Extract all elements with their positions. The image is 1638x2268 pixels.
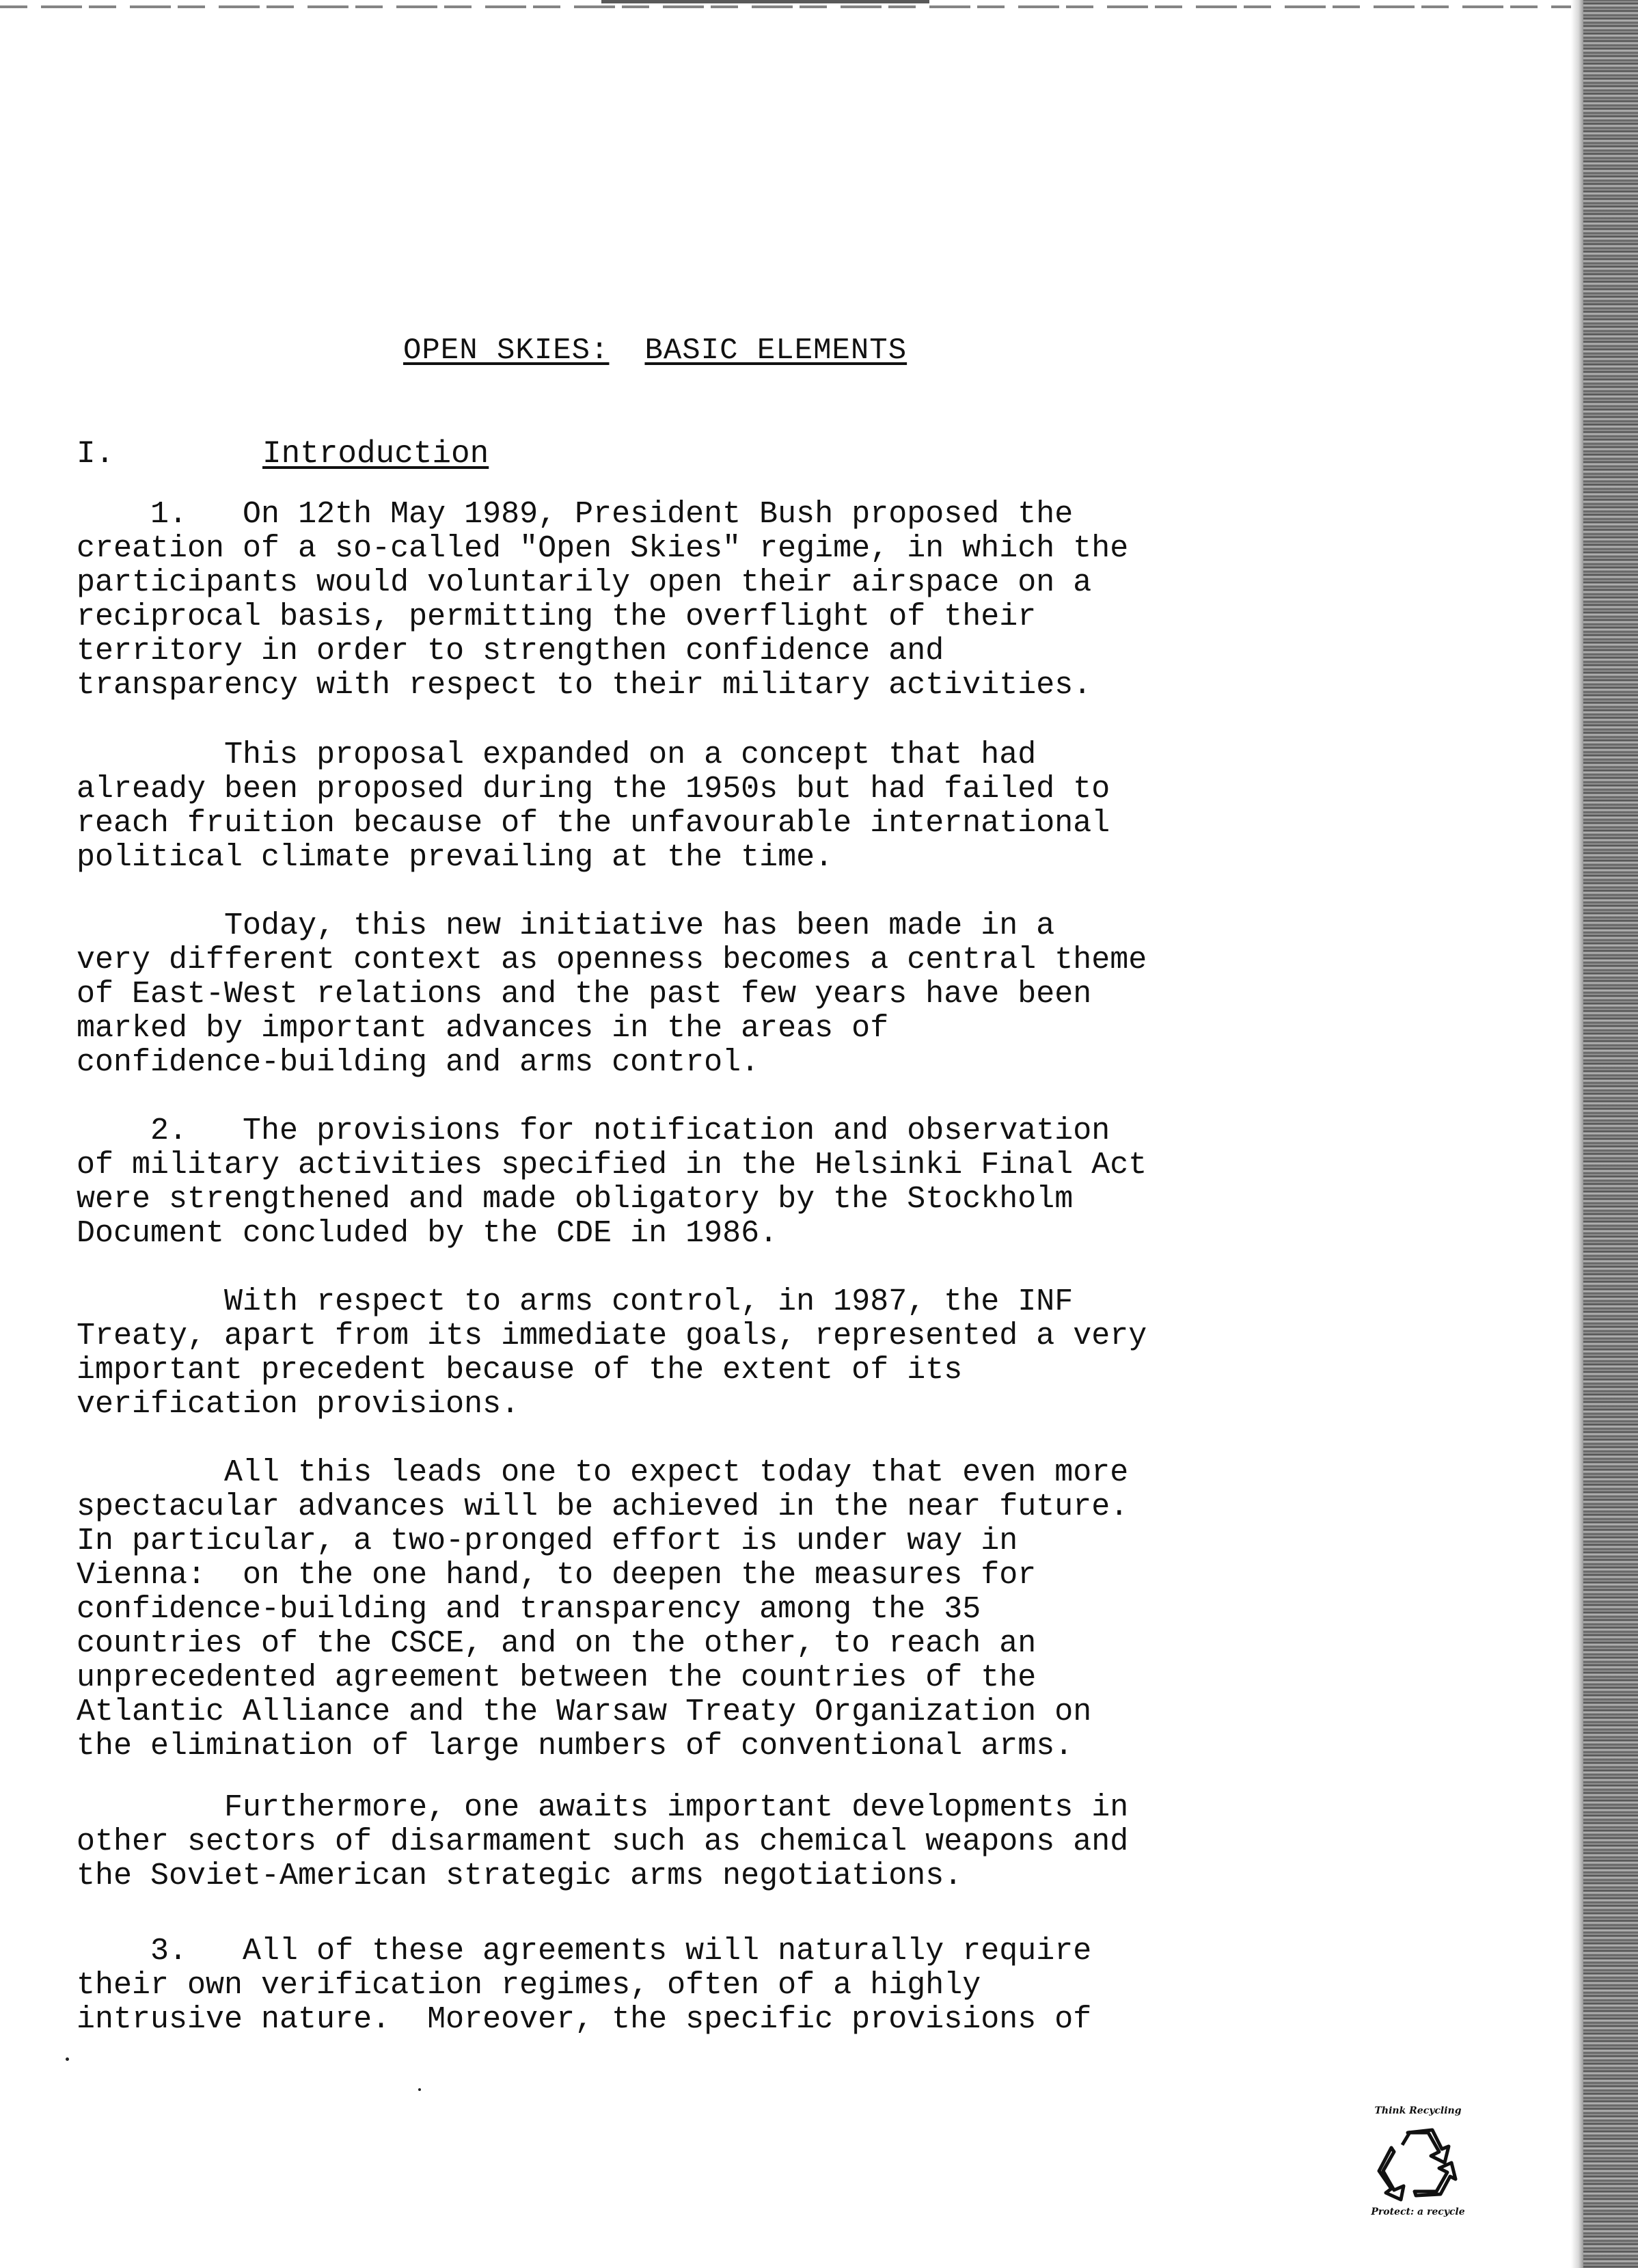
title-part-2: BASIC ELEMENTS — [644, 334, 907, 368]
recycle-top-text: Think Recycling — [1374, 2105, 1462, 2116]
title-part-1: OPEN SKIES: — [403, 334, 610, 368]
paragraph-2: This proposal expanded on a concept that had already been proposed during the 1950s but had failed to reach fruition because of the unfavourable international political climate prevailing at the time. — [77, 738, 1110, 875]
section-number: I. — [77, 436, 115, 472]
section-label: Introduction — [262, 436, 489, 472]
scan-top-rule — [0, 5, 1572, 8]
section-heading — [77, 436, 489, 472]
recycle-icon — [1374, 2120, 1462, 2202]
paragraph-7: Furthermore, one awaits important developments in other sectors of disarmament such as chemical weapons and the Soviet-American strategic arms negotiations. — [77, 1790, 1129, 1893]
paragraph-1: 1. On 12th May 1989, President Bush proposed the creation of a so-called "Open Skies" regime, in which the participants would voluntarily open their airspace on a reciprocal basis, permitting the overflight of their territory in order to strengthen confidence and transparency with respect to their military activities. — [77, 497, 1129, 703]
paragraph-3: Today, this new initiative has been made in a very different context as openness becomes a central theme of East-West relations and the past few years have been marked by important advances in the areas of confidence-building and arms control. — [77, 908, 1147, 1080]
paragraph-6: All this leads one to expect today that even more spectacular advances will be achieved in the near future. In particular, a two-pronged effort is under way in Vienna: on the one hand, to deepen the measures for confidence-building and transparency among the 35 countries of the CSCE, and on the other, to reach an unprecedented agreement between the countries of the Atlantic Alliance and the Warsaw Treaty Organization on the elimination of large numbers of conventional arms. — [77, 1455, 1129, 1764]
scan-edge-shadow — [1571, 0, 1583, 2268]
scan-edge — [1583, 0, 1638, 2268]
document-title — [403, 334, 907, 368]
paragraph-4: 2. The provisions for notification and observation of military activities specified in the Helsinki Final Act were strengthened and made obligatory by the Stockholm Document concluded by the CDE in 1986. — [77, 1113, 1147, 1251]
scan-top-mark — [601, 0, 929, 3]
scan-speck — [66, 2057, 69, 2061]
paragraph-8: 3. All of these agreements will naturally require their own verification regimes, often of a highly intrusive nature. Moreover, the specific provisions of — [77, 1934, 1092, 2037]
scan-speck — [418, 2088, 421, 2091]
paragraph-5: With respect to arms control, in 1987, the INF Treaty, apart from its immediate goals, represented a very important precedent because of the extent of its verification provisions. — [77, 1284, 1147, 1422]
recycle-bottom-text: Protect: a recycle — [1371, 2206, 1465, 2217]
recycle-logo — [1367, 2105, 1469, 2235]
